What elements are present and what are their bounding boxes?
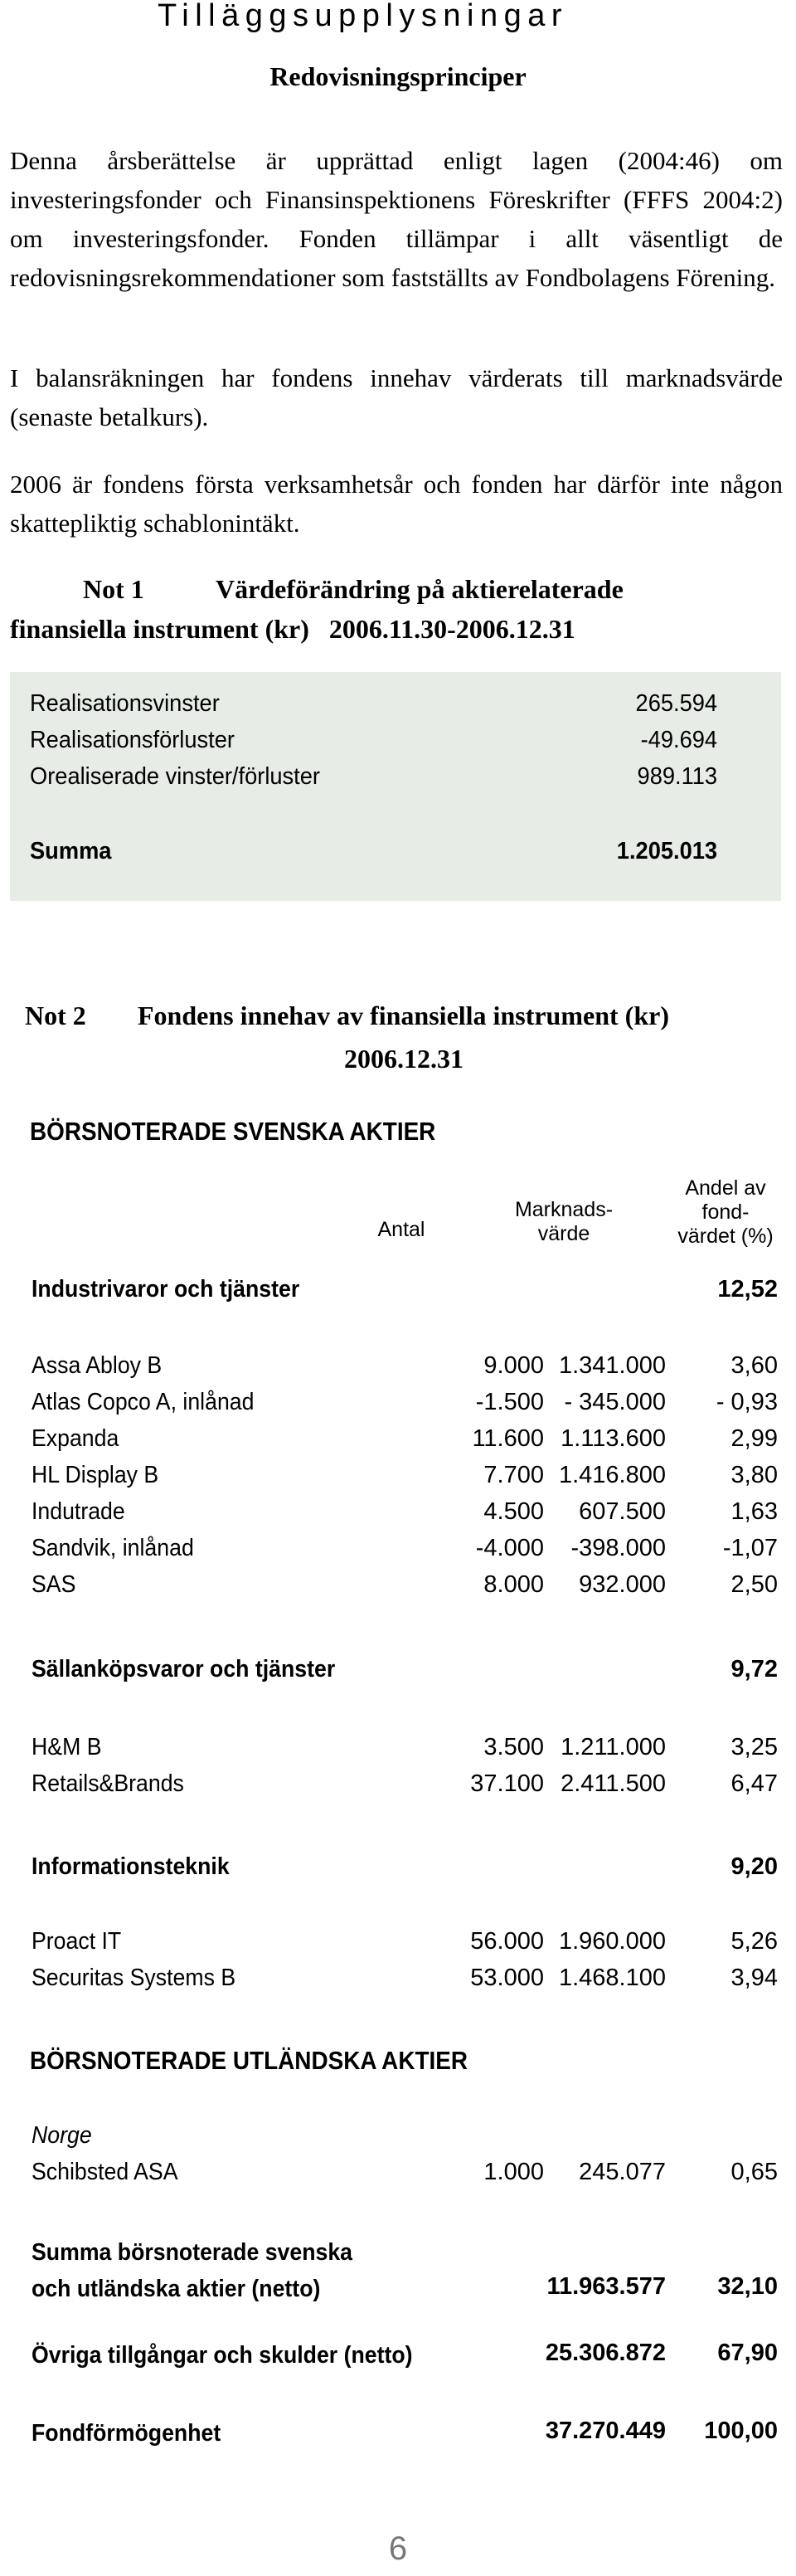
holding-market-value: 1.341.000 bbox=[558, 1352, 666, 1379]
total-row-stocks bbox=[32, 2233, 778, 2310]
table-row bbox=[32, 1425, 778, 1462]
total-label-line1: Summa börsnoterade svenska bbox=[32, 2239, 353, 2266]
total-label: Fondförmögenhet bbox=[32, 2420, 221, 2447]
holding-antal: 3.500 bbox=[483, 1734, 544, 1760]
principles-paragraph-2: I balansräkningen har fondens innehav värderats till marknadsvärde (senaste betalkurs). bbox=[10, 363, 783, 431]
holding-antal: 1.000 bbox=[483, 2159, 544, 2185]
holding-name: Sandvik, inlånad bbox=[32, 1535, 194, 1561]
note1-heading bbox=[10, 569, 783, 649]
note1-sum-value: 1.205.013 bbox=[616, 838, 718, 864]
holding-antal: -1.500 bbox=[475, 1389, 544, 1415]
holding-antal: 53.000 bbox=[470, 1965, 544, 1991]
page-number: 6 bbox=[388, 2530, 408, 2567]
holding-market-value: 1.960.000 bbox=[558, 1928, 666, 1955]
holding-name: Indutrade bbox=[32, 1498, 125, 1525]
note2-heading bbox=[0, 994, 796, 1080]
total-label: Övriga tillgångar och skulder (netto) bbox=[32, 2342, 413, 2369]
note1-sum-row bbox=[30, 838, 717, 865]
column-header-market-value-line1: Marknads- bbox=[514, 1198, 614, 1221]
holding-antal: 56.000 bbox=[470, 1928, 544, 1955]
column-header-share-line3: värdet (%) bbox=[677, 1225, 774, 1248]
holding-name: Assa Abloy B bbox=[32, 1352, 163, 1379]
category-pct: 12,52 bbox=[717, 1276, 778, 1303]
category-pct: 9,72 bbox=[730, 1656, 778, 1682]
holding-pct: 5,26 bbox=[730, 1928, 778, 1955]
total-pct: 32,10 bbox=[717, 2273, 778, 2300]
column-header-share-line1: Andel av bbox=[685, 1176, 766, 1200]
category-name: Informationsteknik bbox=[32, 1853, 230, 1880]
note1-row bbox=[30, 763, 717, 791]
holding-name: Securitas Systems B bbox=[32, 1965, 236, 1991]
total-value: 11.963.577 bbox=[546, 2273, 666, 2300]
note1-row-label: Orealiserade vinster/förluster bbox=[30, 763, 320, 790]
total-row-fund bbox=[32, 2414, 778, 2452]
foreign-stocks-heading: BÖRSNOTERADE UTLÄNDSKA AKTIER bbox=[30, 2046, 468, 2075]
note2-title-line1: Fondens innehav av finansiella instrument (kr) bbox=[138, 1001, 669, 1030]
category-row bbox=[32, 1276, 778, 1312]
holding-market-value: 245.077 bbox=[579, 2159, 666, 2185]
table-row bbox=[32, 1535, 778, 1571]
category-pct: 9,20 bbox=[730, 1853, 778, 1880]
note2-number: Not 2 bbox=[25, 1001, 86, 1030]
category-row bbox=[32, 1853, 778, 1890]
holding-pct: 2,50 bbox=[730, 1571, 778, 1598]
column-header-market-value-line2: värde bbox=[537, 1222, 590, 1245]
total-value: 25.306.872 bbox=[545, 2340, 666, 2366]
holding-pct: 0,65 bbox=[730, 2159, 778, 2185]
holding-antal: 11.600 bbox=[472, 1425, 544, 1452]
holding-market-value: 1.416.800 bbox=[558, 1462, 666, 1488]
column-header-antal: Antal bbox=[377, 1218, 425, 1241]
category-name: Industrivaror och tjänster bbox=[32, 1276, 300, 1303]
principles-paragraph-3: 2006 är fondens första verksamhetsår och fonden har därför inte någon skattepliktig schablonintäkt. bbox=[10, 470, 783, 538]
holding-market-value: 1.211.000 bbox=[561, 1734, 666, 1760]
holding-market-value: 2.411.500 bbox=[561, 1770, 666, 1797]
holding-antal: 8.000 bbox=[483, 1571, 544, 1598]
note1-number: Not 1 bbox=[83, 574, 144, 604]
holding-pct: -1,07 bbox=[722, 1535, 778, 1561]
holding-pct: 3,60 bbox=[730, 1352, 778, 1379]
holding-market-value: 607.500 bbox=[579, 1498, 666, 1525]
total-row-other bbox=[32, 2336, 778, 2374]
total-label-line2: och utländska aktier (netto) bbox=[32, 2276, 321, 2302]
holding-antal: 9.000 bbox=[483, 1352, 544, 1379]
note1-row-label: Realisationsförluster bbox=[30, 727, 235, 753]
table-row bbox=[32, 1928, 778, 1965]
table-row bbox=[32, 1734, 778, 1770]
total-value: 37.270.449 bbox=[545, 2418, 666, 2444]
column-header-share bbox=[663, 1176, 788, 1249]
holding-name: Retails&Brands bbox=[32, 1770, 184, 1797]
holding-market-value: 1.113.600 bbox=[561, 1425, 666, 1452]
holding-market-value: - 345.000 bbox=[564, 1389, 666, 1415]
holding-pct: 3,94 bbox=[730, 1965, 778, 1991]
holding-pct: 3,80 bbox=[730, 1462, 778, 1488]
table-row bbox=[32, 1571, 778, 1608]
holding-pct: 1,63 bbox=[730, 1498, 778, 1525]
note1-row-value: 265.594 bbox=[635, 690, 718, 717]
holding-antal: 37.100 bbox=[470, 1770, 544, 1797]
table-row bbox=[32, 1965, 778, 2001]
holding-pct: 3,25 bbox=[730, 1734, 778, 1760]
table-row bbox=[32, 1770, 778, 1807]
holding-name: Atlas Copco A, inlånad bbox=[32, 1389, 255, 1415]
category-name: Sällanköpsvaror och tjänster bbox=[32, 1656, 336, 1682]
note1-sum-label: Summa bbox=[30, 838, 112, 864]
table-row bbox=[32, 1352, 778, 1389]
table-row bbox=[32, 1462, 778, 1498]
holding-name: Schibsted ASA bbox=[32, 2159, 178, 2185]
country-row bbox=[32, 2122, 778, 2159]
note1-row-value: -49.694 bbox=[640, 727, 718, 753]
category-row bbox=[32, 1656, 778, 1692]
country-name: Norge bbox=[32, 2122, 92, 2149]
column-header-market-value bbox=[506, 1198, 622, 1246]
holding-name: SAS bbox=[32, 1571, 76, 1598]
holding-name: Expanda bbox=[32, 1425, 119, 1452]
note1-row-value: 989.113 bbox=[637, 763, 718, 790]
holding-name: HL Display B bbox=[32, 1462, 159, 1488]
holding-market-value: 932.000 bbox=[579, 1571, 666, 1598]
note1-row bbox=[30, 690, 717, 718]
holding-name: H&M B bbox=[32, 1734, 102, 1760]
holding-name: Proact IT bbox=[32, 1928, 122, 1955]
holding-market-value: 1.468.100 bbox=[558, 1965, 666, 1991]
swedish-stocks-heading: BÖRSNOTERADE SVENSKA AKTIER bbox=[30, 1117, 436, 1146]
note1-row-label: Realisationsvinster bbox=[30, 690, 220, 717]
note1-title-line2: finansiella instrument (kr) 2006.11.30-2006.12.31 bbox=[10, 614, 575, 644]
column-header-share-line2: fond- bbox=[701, 1200, 750, 1224]
note1-title-line1: Värdeförändring på aktierelaterade bbox=[216, 574, 624, 604]
holding-pct: 6,47 bbox=[730, 1770, 778, 1797]
page-header-title: Tilläggsupplysningar bbox=[158, 0, 569, 33]
section-title: Redovisningsprinciper bbox=[269, 61, 527, 91]
holding-antal: 7.700 bbox=[483, 1462, 544, 1488]
note1-summary-box bbox=[10, 672, 781, 901]
table-row bbox=[32, 1498, 778, 1535]
table-row bbox=[32, 1389, 778, 1425]
note1-row bbox=[30, 727, 717, 754]
holding-pct: - 0,93 bbox=[716, 1389, 778, 1415]
note2-title-line2: 2006.12.31 bbox=[344, 1044, 464, 1074]
total-pct: 100,00 bbox=[704, 2418, 778, 2444]
total-pct: 67,90 bbox=[717, 2340, 778, 2366]
holding-antal: 4.500 bbox=[483, 1498, 544, 1525]
holding-pct: 2,99 bbox=[730, 1425, 778, 1452]
holding-market-value: -398.000 bbox=[570, 1535, 666, 1561]
table-row bbox=[32, 2159, 778, 2195]
holding-antal: -4.000 bbox=[475, 1535, 544, 1561]
principles-paragraph-1: Denna årsberättelse är upprättad enligt lagen (2004:46) om investeringsfonder och Finansinspektionens Föreskrifter (FFFS 2004:2) om investeringsfonder. Fonden tillämpar i allt väsentligt de redovisningsrekommendationer som fastställts av Fondbolagens Förening. bbox=[10, 146, 783, 292]
